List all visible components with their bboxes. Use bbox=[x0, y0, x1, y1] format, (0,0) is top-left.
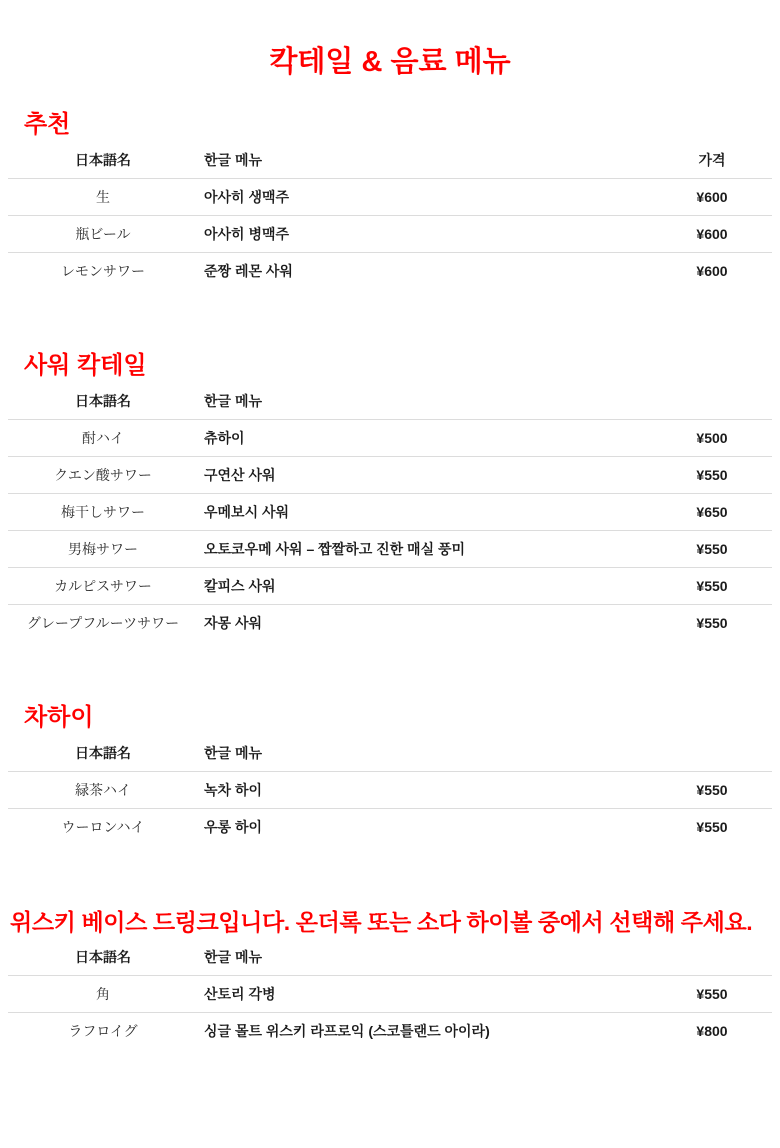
item-price: ¥500 bbox=[652, 420, 772, 457]
item-price: ¥550 bbox=[652, 976, 772, 1013]
column-header-price bbox=[652, 383, 772, 420]
item-korean-name: 준짱 레몬 사워 bbox=[204, 263, 293, 279]
table-header-row bbox=[8, 939, 772, 976]
item-korean-name: 아사히 병맥주 bbox=[198, 216, 652, 253]
menu-row bbox=[8, 605, 772, 642]
menu-row bbox=[8, 216, 772, 253]
item-price: ¥550 bbox=[652, 772, 772, 809]
menu-row bbox=[8, 253, 772, 290]
table-header-row bbox=[8, 735, 772, 772]
item-price: ¥600 bbox=[652, 179, 772, 216]
menu-row bbox=[8, 809, 772, 846]
table-header-row bbox=[8, 142, 772, 179]
item-price: ¥550 bbox=[652, 457, 772, 494]
item-korean-name: 오토코우메 사워 – 짭짤하고 진한 매실 풍미 bbox=[198, 531, 652, 568]
item-korean-name: 츄하이 bbox=[198, 420, 652, 457]
section-recommended bbox=[8, 110, 772, 289]
item-price: ¥800 bbox=[696, 1023, 728, 1039]
item-japanese-name: グレープフルーツサワー bbox=[26, 615, 180, 631]
item-price: ¥600 bbox=[652, 216, 772, 253]
item-price: ¥550 bbox=[696, 819, 728, 835]
item-japanese-name: レモンサワー bbox=[61, 263, 145, 279]
item-japanese-name: 緑茶ハイ bbox=[8, 772, 198, 809]
column-header-japanese: 日本語名 bbox=[8, 735, 198, 772]
item-korean-name: 싱글 몰트 위스키 라프로익 (스코틀랜드 아이라) bbox=[204, 1023, 490, 1039]
menu-table bbox=[8, 735, 772, 845]
menu-row bbox=[8, 420, 772, 457]
item-price: ¥600 bbox=[696, 263, 728, 279]
item-korean-name: 산토리 각병 bbox=[198, 976, 652, 1013]
item-japanese-name: 生 bbox=[8, 179, 198, 216]
menu-row bbox=[8, 494, 772, 531]
item-price: ¥550 bbox=[652, 568, 772, 605]
item-japanese-name: 男梅サワー bbox=[8, 531, 198, 568]
column-header-japanese: 日本語名 bbox=[8, 939, 198, 976]
section-title: 위스키 베이스 드링크입니다. 온더록 또는 소다 하이볼 중에서 선택해 주세요. bbox=[10, 909, 753, 935]
section-title: 차하이 bbox=[24, 704, 94, 731]
section-title: 추천 bbox=[24, 111, 71, 138]
menu-row bbox=[8, 772, 772, 809]
menu-row bbox=[8, 1013, 772, 1050]
menu-row bbox=[8, 531, 772, 568]
item-price: ¥550 bbox=[696, 615, 728, 631]
menu-row bbox=[8, 976, 772, 1013]
column-header-korean: 한글 메뉴 bbox=[198, 383, 652, 420]
item-japanese-name: ラフロイグ bbox=[68, 1023, 138, 1039]
menu-row bbox=[8, 568, 772, 605]
menu-row bbox=[8, 179, 772, 216]
item-japanese-name: クエン酸サワー bbox=[8, 457, 198, 494]
item-korean-name: 아사히 생맥주 bbox=[198, 179, 652, 216]
column-header-korean: 한글 메뉴 bbox=[198, 939, 652, 976]
column-header-korean: 한글 메뉴 bbox=[198, 735, 652, 772]
item-korean-name: 구연산 사워 bbox=[198, 457, 652, 494]
section-whisky bbox=[8, 907, 772, 1049]
column-header-price bbox=[652, 939, 772, 976]
item-japanese-name: ウーロンハイ bbox=[61, 819, 145, 835]
item-japanese-name: カルピスサワー bbox=[8, 568, 198, 605]
section-sour-cocktails bbox=[8, 351, 772, 641]
menu-table bbox=[8, 383, 772, 641]
column-header-korean: 한글 메뉴 bbox=[198, 142, 652, 179]
section-tea-highballs bbox=[8, 703, 772, 845]
menu-row bbox=[8, 457, 772, 494]
item-korean-name: 우롱 하이 bbox=[204, 819, 262, 835]
page-title: 칵테일 & 음료 메뉴 bbox=[269, 46, 511, 78]
item-korean-name: 우메보시 사워 bbox=[198, 494, 652, 531]
menu-page bbox=[0, 45, 780, 1049]
column-header-price bbox=[652, 735, 772, 772]
menu-table bbox=[8, 142, 772, 289]
section-title: 사워 칵테일 bbox=[24, 352, 147, 379]
item-japanese-name: 梅干しサワー bbox=[8, 494, 198, 531]
table-header-row bbox=[8, 383, 772, 420]
item-japanese-name: 角 bbox=[8, 976, 198, 1013]
column-header-japanese: 日本語名 bbox=[8, 383, 198, 420]
item-japanese-name: 瓶ビール bbox=[8, 216, 198, 253]
item-korean-name: 녹차 하이 bbox=[198, 772, 652, 809]
item-price: ¥550 bbox=[652, 531, 772, 568]
column-header-japanese: 日本語名 bbox=[8, 142, 198, 179]
item-japanese-name: 酎ハイ bbox=[8, 420, 198, 457]
column-header-price: 가격 bbox=[652, 142, 772, 179]
item-korean-name: 칼피스 사워 bbox=[198, 568, 652, 605]
item-korean-name: 자몽 사워 bbox=[204, 615, 262, 631]
item-price: ¥650 bbox=[652, 494, 772, 531]
menu-table bbox=[8, 939, 772, 1049]
